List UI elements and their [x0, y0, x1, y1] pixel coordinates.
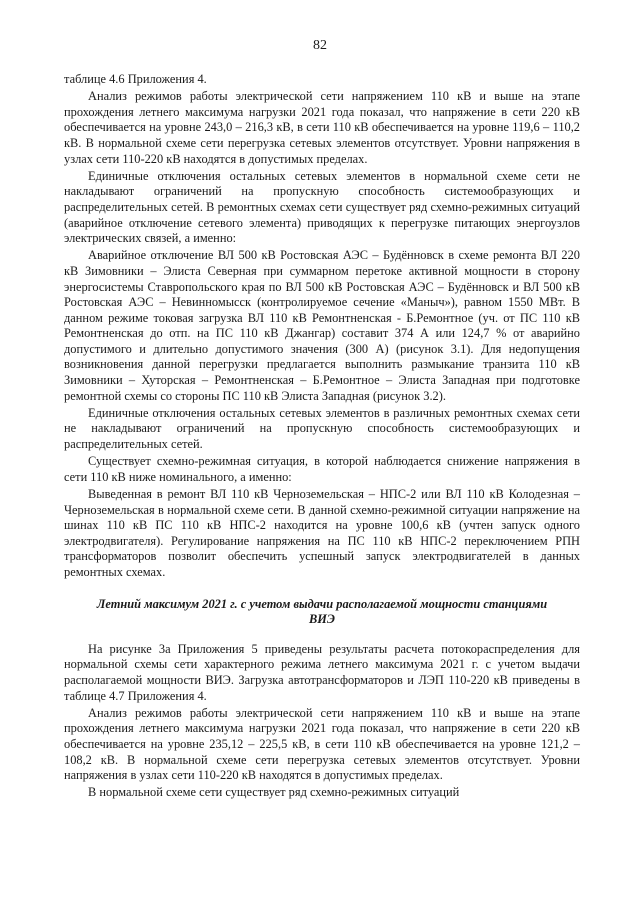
- section-heading: Летний максимум 2021 г. с учетом выдачи располагаемой мощности станциями ВИЭ: [96, 596, 548, 627]
- paragraph-voltage-analysis: Анализ режимов работы электрической сети напряжением 110 кВ и выше на этапе прохождения летнего максимума нагрузки 2021 года показал, что напряжение в сети 220 кВ обеспечивается на уровне 243,0 – 216,3 кВ, в сети 110 кВ обеспечивается на уровне 119,6 – 110,2 кВ. В нормальной схеме сети перегрузка сетевых элементов отсутствует. Уровни напряжения в узлах сети 110-220 кВ находятся в допустимых пределах.: [64, 89, 580, 166]
- paragraph-emergency-outage: Аварийное отключение ВЛ 500 кВ Ростовская АЭС – Будённовск в схеме ремонта ВЛ 220 кВ Зимовники – Элиста Северная при суммарном перетоке активной мощности в сторону энергосистемы Ставропольского края по ВЛ 500 кВ Ростовская АЭС – Будённовск и ВЛ 500 кВ Ростовская АЭС – Невинномысск (контролируемое сечение «Маныч»), равном 1550 МВт. В данном режиме токовая загрузка ВЛ 110 кВ Ремонтненская - Б.Ремонтное (уч. от ПС 110 кВ Ремонтненская до отп. на ПС 110 кВ Джангар) составит 374 А или 124,7 % от аварийно допустимого и длительно допустимого значения (300 А) (рисунок 3.1). Для недопущения возникновения данной перегрузки предлагается выполнить размыкание транзита 110 кВ Зимовники – Хуторская – Ремонтненская – Б.Ремонтное – Элиста Западная при подготовке ремонтной схемы со стороны ПС 110 кВ Элиста Западная (рисунок 3.2).: [64, 248, 580, 403]
- paragraph-voltage-analysis-res: Анализ режимов работы электрической сети напряжением 110 кВ и выше на этапе прохождения летнего максимума нагрузки 2021 года показал, что напряжение в сети 220 кВ обеспечивается на уровне 235,12 – 225,5 кВ, в сети 110 кВ обеспечивается на уровне 121,2 – 108,2 кВ. В нормальной схеме сети перегрузка сетевых элементов отсутствует. Уровни напряжения в узлах сети 110-220 кВ находятся в допустимых пределах.: [64, 705, 580, 783]
- paragraph-voltage-drop: Существует схемно-режимная ситуация, в которой наблюдается снижение напряжения в сети 110 кВ ниже номинального, а именно:: [64, 454, 580, 484]
- paragraph-repair-line: Выведенная в ремонт ВЛ 110 кВ Черноземельская – НПС-2 или ВЛ 110 кВ Колодезная – Черноземельская в нормальной схеме сети. В данной схемно-режимной ситуации напряжение на шинах 110 кВ ПС 110 кВ НПС-2 находится на уровне 100,6 кВ (учтен запуск одного электродвигателя). Регулирование напряжения на ПС 110 кВ НПС-2 переключением РПН трансформаторов позволит обеспечить успешный запуск электродвигателей в данных ремонтных схемах.: [64, 487, 580, 579]
- paragraph-normal-scheme: В нормальной схеме сети существует ряд схемно-режимных ситуаций: [88, 785, 460, 800]
- page-number: 82: [313, 38, 327, 53]
- paragraph-repair-schemes: Единичные отключения остальных сетевых элементов в различных ремонтных схемах сети не накладывают ограничений на пропускную способность системообразующих и распределительных сетей.: [64, 405, 580, 452]
- paragraph-figure-reference: На рисунке 3а Приложения 5 приведены результаты расчета потокораспределения для нормальной схемы сети характерного режима летнего максимума 2021 г. с учетом выдачи располагаемой мощности ВИЭ. Загрузка автотрансформаторов и ЛЭП 110-220 кВ приведены в таблице 4.7 Приложения 4.: [64, 641, 580, 703]
- paragraph-continuation: таблице 4.6 Приложения 4.: [64, 72, 207, 86]
- page-body: [64, 72, 580, 802]
- paragraph-single-outages: Единичные отключения остальных сетевых элементов в нормальной схеме сети не накладывают ограничений на пропускную способность системообразующих и распределительных сетей. В ремонтных схемах сети существует ряд схемно-режимных ситуаций (аварийное отключение сетевого элемента) приводящих к перегрузке питающих энергоузлов электрических связей, а именно:: [64, 168, 580, 246]
